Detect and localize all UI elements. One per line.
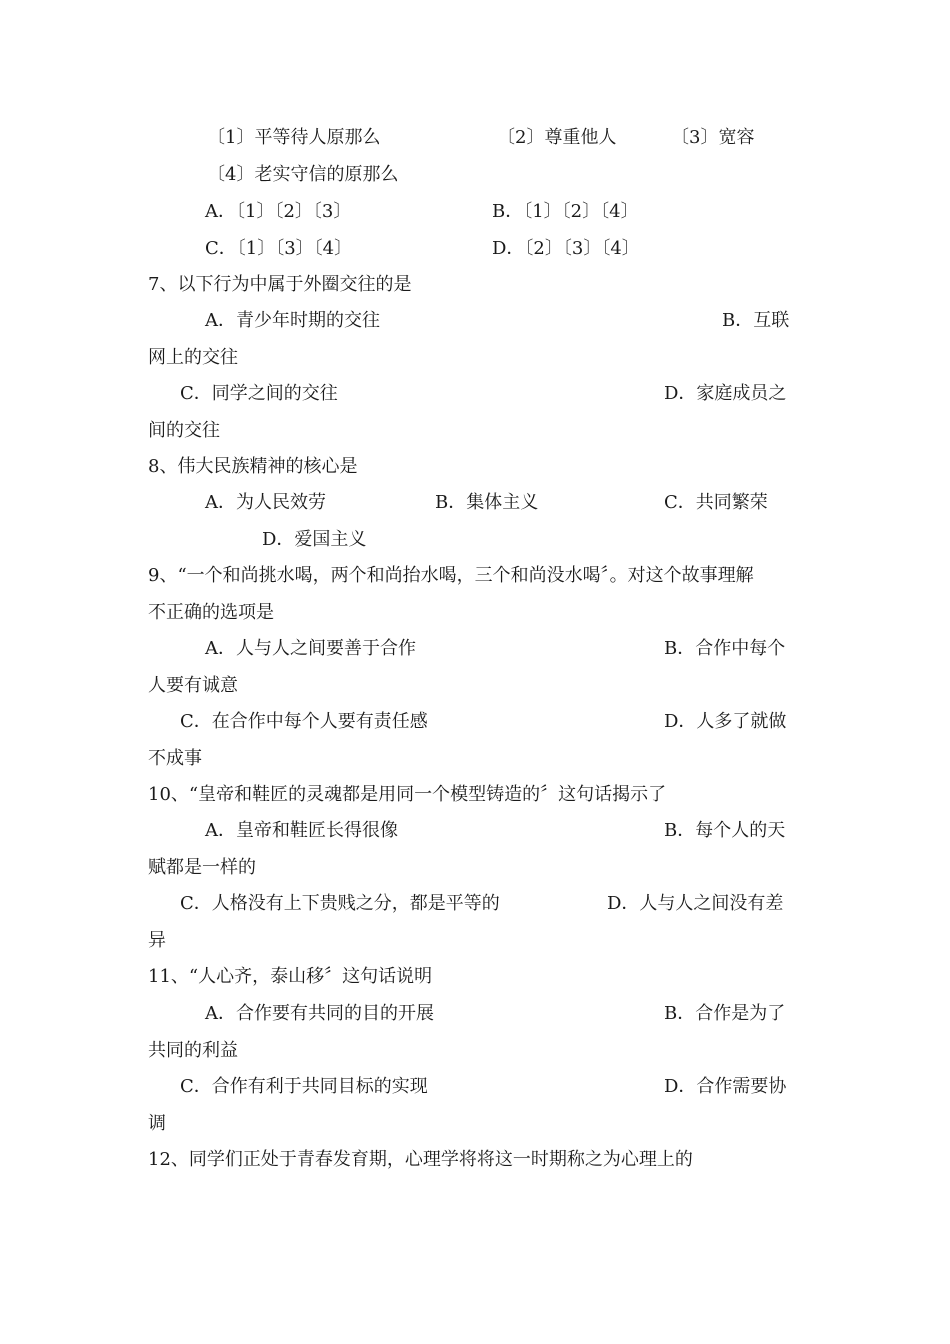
q10-option-d: D．人与人之间没有差 xyxy=(607,893,784,914)
q11-option-a: A．合作要有共同的目的开展 xyxy=(205,1003,434,1024)
q9-option-b: B．合作中每个 xyxy=(664,638,786,659)
q10-option-c: C．人格没有上下贵贱之分，都是平等的 xyxy=(180,893,500,914)
q7-option-b: B．互联 xyxy=(722,310,790,331)
q8-stem: 8、伟大民族精神的核心是 xyxy=(148,456,358,477)
q10-option-b-wrap: 赋都是一样的 xyxy=(148,857,256,878)
q6-statement-1: 〔1〕平等待人原那么 xyxy=(207,127,381,148)
q8-option-c: C．共同繁荣 xyxy=(664,492,768,513)
q11-stem: 11、“人心齐，泰山移〞这句话说明 xyxy=(148,966,433,987)
q8-option-b: B．集体主义 xyxy=(435,492,539,513)
q9-option-a: A．人与人之间要善于合作 xyxy=(205,638,416,659)
q9-option-d-wrap: 不成事 xyxy=(148,748,202,769)
q6-option-a: A．〔1〕〔2〕〔3〕 xyxy=(205,201,352,222)
q8-option-d: D．爱国主义 xyxy=(262,529,367,550)
q11-option-d-wrap: 调 xyxy=(148,1113,166,1134)
q9-stem: 9、“一个和尚挑水喝，两个和尚抬水喝，三个和尚没水喝〞。对这个故事理解 xyxy=(148,565,754,586)
q7-option-b-wrap: 网上的交往 xyxy=(148,347,238,368)
q9-stem-wrap: 不正确的选项是 xyxy=(148,602,274,623)
q10-option-a: A．皇帝和鞋匠长得很像 xyxy=(205,820,398,841)
q6-option-c: C．〔1〕〔3〕〔4〕 xyxy=(205,238,353,259)
q8-option-a: A．为人民效劳 xyxy=(205,492,326,513)
q11-option-b: B．合作是为了 xyxy=(664,1003,786,1024)
q11-option-b-wrap: 共同的利益 xyxy=(148,1040,238,1061)
q7-option-d: D．家庭成员之 xyxy=(664,383,787,404)
q9-option-c: C．在合作中每个人要有责任感 xyxy=(180,711,428,732)
q7-option-a: A．青少年时期的交往 xyxy=(205,310,380,331)
q6-statement-4: 〔4〕老实守信的原那么 xyxy=(207,164,399,185)
q9-option-d: D．人多了就做 xyxy=(664,711,787,732)
q6-statement-2: 〔2〕尊重他人 xyxy=(497,127,617,148)
q10-option-b: B．每个人的天 xyxy=(664,820,786,841)
q7-option-d-wrap: 间的交往 xyxy=(148,420,220,441)
q6-option-d: D．〔2〕〔3〕〔4〕 xyxy=(492,238,640,259)
q6-option-b: B．〔1〕〔2〕〔4〕 xyxy=(492,201,639,222)
q12-stem: 12、同学们正处于青春发育期，心理学将将这一时期称之为心理上的 xyxy=(148,1149,693,1170)
q11-option-d: D．合作需要协 xyxy=(664,1076,787,1097)
q7-stem: 7、以下行为中属于外圈交往的是 xyxy=(148,274,412,295)
q11-option-c: C．合作有利于共同目标的实现 xyxy=(180,1076,428,1097)
q10-stem: 10、“皇帝和鞋匠的灵魂都是用同一个模型铸造的〞这句话揭示了 xyxy=(148,784,667,805)
q6-statement-3: 〔3〕宽容 xyxy=(671,127,755,148)
q7-option-c: C．同学之间的交往 xyxy=(180,383,338,404)
q10-option-d-wrap: 异 xyxy=(148,930,166,951)
q9-option-b-wrap: 人要有诚意 xyxy=(148,675,238,696)
